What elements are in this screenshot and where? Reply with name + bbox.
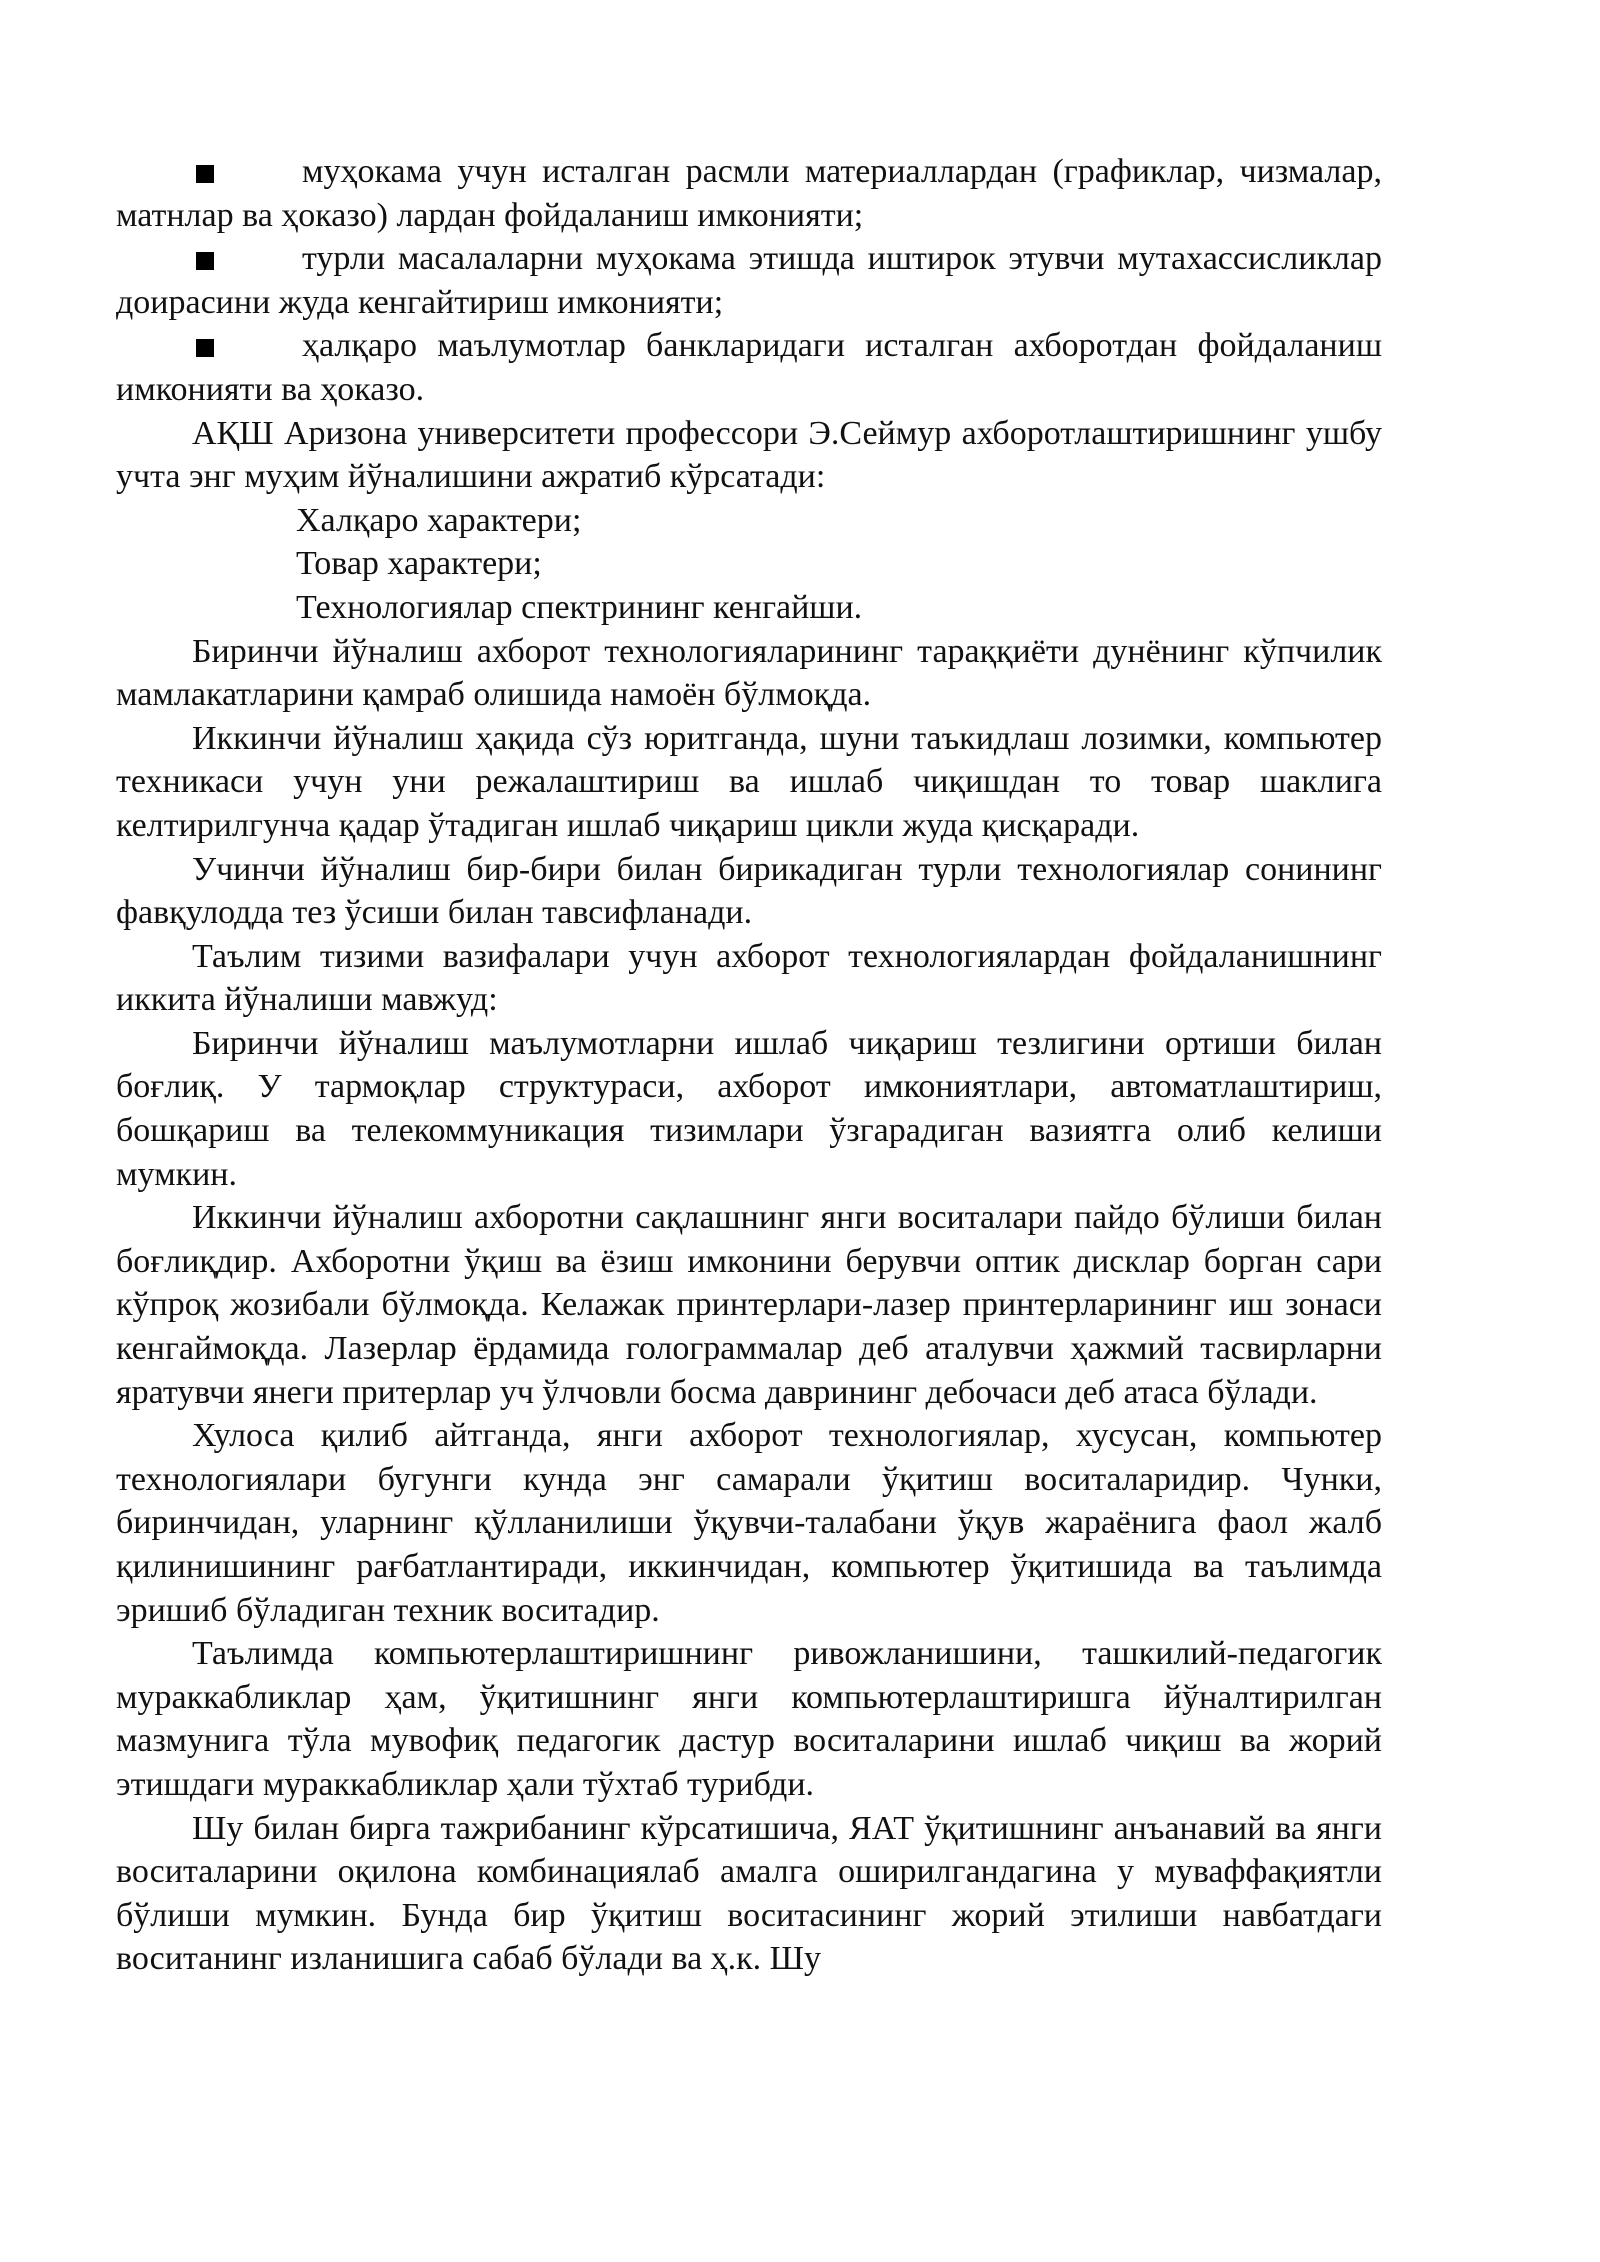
bullet-item: [116, 150, 1382, 237]
square-bullet-icon: [196, 252, 214, 270]
body-paragraph: Учинчи йўналиш бир-бири билан бирикадиган турли технологиялар сонининг фавқулодда тез ўсиши билан тавсифланади.: [116, 850, 1382, 932]
square-bullet-icon: [196, 165, 214, 183]
body-paragraph: Иккинчи йўналиш ахборотни сақлашнинг янги воситалари пайдо бўлиши билан боғлиқдир. Ахборотни ўқиш ва ёзиш имконини берувчи оптик дисклар борган сари кўпроқ жозибали бўлмоқда. Келажак принтерлари-лазер принтерларининг иш зонаси кенгаймоқда. Лазерлар ёрдамида голограммалар деб аталувчи ҳажмий тасвирларни яратувчи янеги притерлар уч ўлчовли босма даврининг дебочаси деб атаса бўлади.: [116, 1199, 1382, 1411]
bullet-item: [116, 324, 1382, 411]
square-bullet-icon: [196, 339, 214, 357]
body-paragraph: Таълим тизими вазифалари учун ахборот технологиялардан фойдаланишнинг иккита йўналиши мавжуд:: [116, 937, 1382, 1019]
intro-paragraph: АҚШ Аризона университети профессори Э.Сеймур ахборотлаштиришнинг ушбу учта энг муҳим йўналишини ажратиб кўрсатади:: [116, 414, 1382, 496]
body-paragraph: Биринчи йўналиш ахборот технологияларининг тараққиёти дунёнинг кўпчилик мамлакатларини қамраб олишида намоён бўлмоқда.: [116, 632, 1382, 714]
direction-item: Халқаро характери;: [296, 501, 582, 539]
body-paragraph: Таълимда компьютерлаштиришнинг ривожланишини, ташкилий-педагогик мураккабликлар ҳам, ўқитишнинг янги компьютерлаштиришга йўналтирилган мазмунига тўла мувофиқ педагогик дастур воситаларини ишлаб чиқиш ва жорий этишдаги мураккабликлар ҳали тўхтаб турибди.: [116, 1635, 1382, 1803]
body-paragraph: Шу билан бирга тажрибанинг кўрсатишича, ЯАТ ўқитишнинг анъанавий ва янги воситаларини оқилона комбинациялаб амалга оширилгандагина у муваффақиятли бўлиши мумкин. Бунда бир ўқитиш воситасининг жорий этилиши навбатдаги воситанинг изланишига сабаб бўлади ва ҳ.к. Шу: [116, 1809, 1382, 1978]
bullet-item: [116, 237, 1382, 324]
bullet-text: ҳалқаро маълумотлар банкларидаги исталган ахборотдан фойдаланиш имконияти ва ҳоказо.: [116, 327, 1382, 408]
body-paragraph: Хулоса қилиб айтганда, янги ахборот технологиялар, хусусан, компьютер технологиялари бугунги кунда энг самарали ўқитиш воситаларидир. Чунки, биринчидан, уларнинг қўлланилиши ўқувчи-талабани ўқув жараёнига фаол жалб қилинишининг рағбатлантиради, иккинчидан, компьютер ўқитишида ва таълимда эришиб бўладиган техник воситадир.: [116, 1417, 1382, 1629]
body-paragraph: Биринчи йўналиш маълумотларни ишлаб чиқариш тезлигини ортиши билан боғлиқ. У тармоқлар структураси, ахборот имкониятлари, автоматлаштириш, бошқариш ва телекоммуникация тизимлари ўзгарадиган вазиятга олиб келиши мумкин.: [116, 1024, 1382, 1193]
body-paragraph: Иккинчи йўналиш ҳақида сўз юритганда, шуни таъкидлаш лозимки, компьютер техникаси учун уни режалаштириш ва ишлаб чиқишдан то товар шаклига келтирилгунча қадар ўтадиган ишлаб чиқариш цикли жуда қисқаради.: [116, 719, 1382, 844]
direction-item: Технологиялар спектрининг кенгайши.: [296, 588, 863, 626]
direction-item: Товар характери;: [296, 545, 542, 583]
document-page: [116, 150, 1382, 1981]
bullet-text: муҳокама учун исталган расмли материаллардан (графиклар, чизмалар, матнлар ва ҳоказо) лардан фойдаланиш имконияти;: [116, 153, 1382, 234]
bullet-text: турли масалаларни муҳокама этишда иштирок этувчи мутахассисликлар доирасини жуда кенгайтириш имконияти;: [116, 240, 1382, 321]
